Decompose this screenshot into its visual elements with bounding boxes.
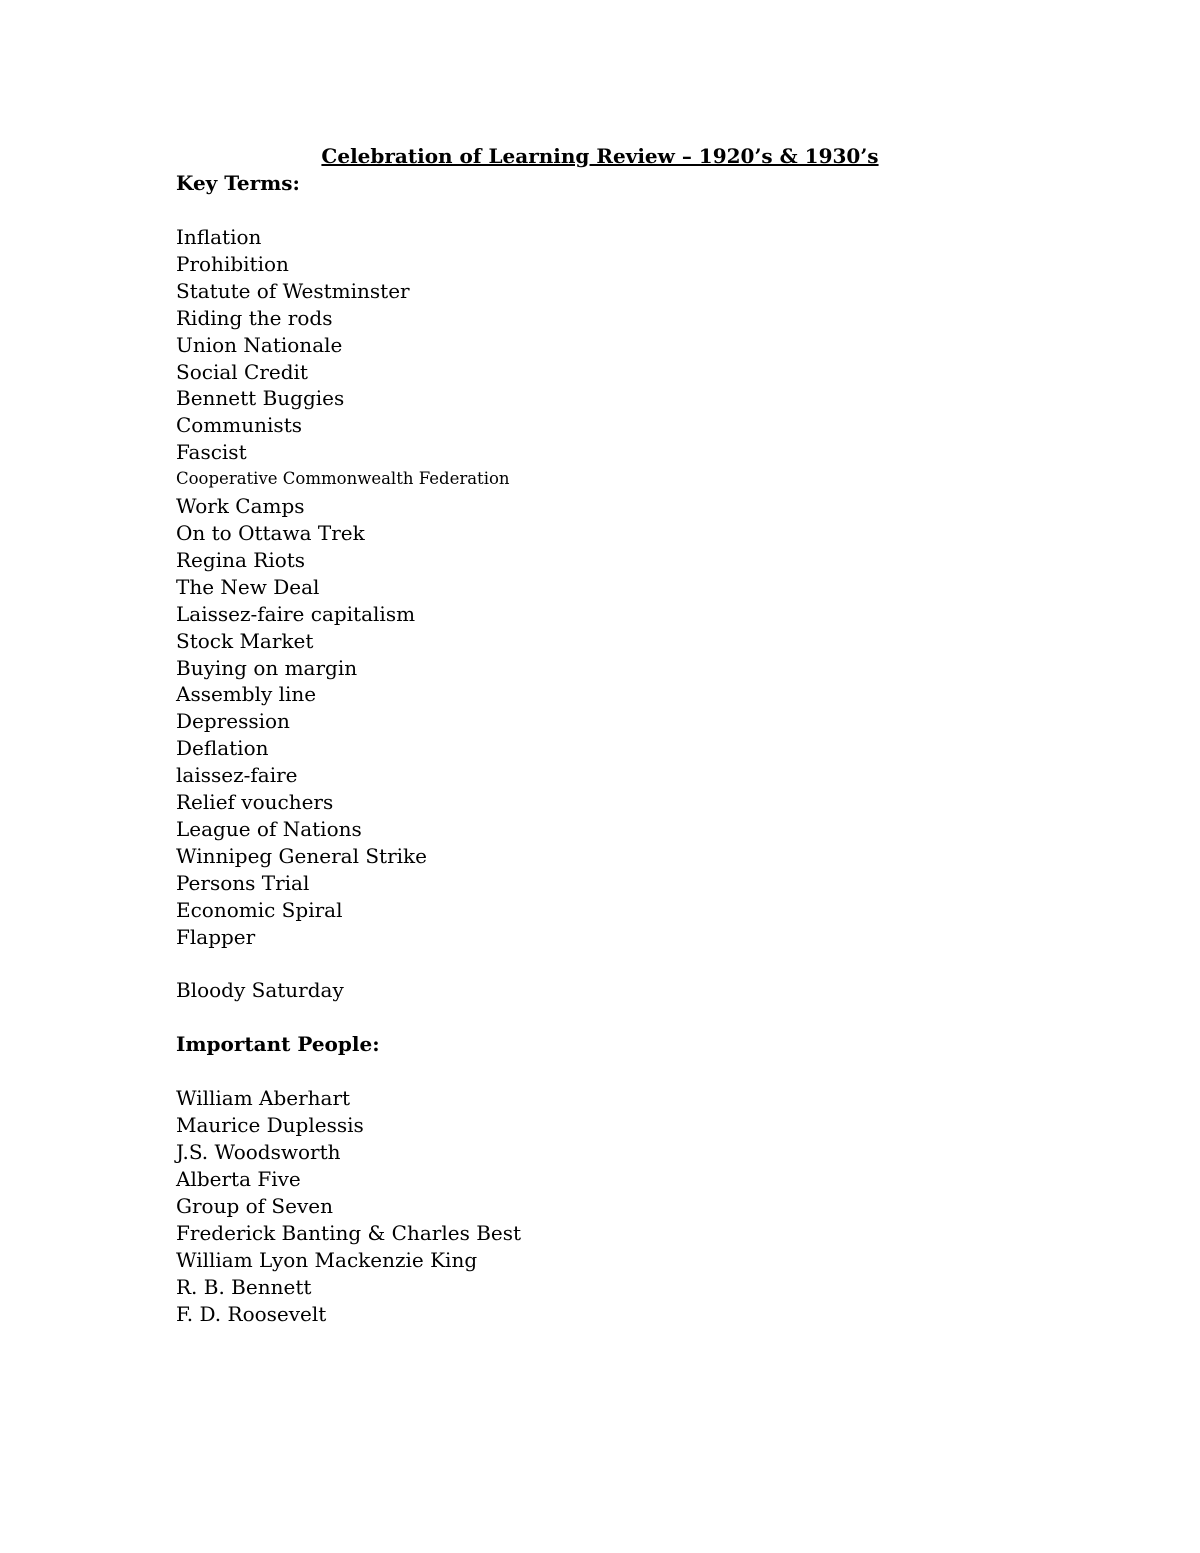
list-item: laissez-faire — [176, 763, 298, 788]
list-item: Statute of Westminster — [176, 278, 410, 303]
list-item: Group of Seven — [176, 1194, 333, 1218]
list-item: Union Nationale — [176, 332, 343, 357]
list-item: Buying on margin — [176, 655, 358, 680]
list-item: Relief vouchers — [176, 790, 334, 815]
spacer — [176, 1004, 1076, 1031]
list-item: Alberta Five — [176, 1167, 301, 1192]
list-item: Deflation — [176, 736, 269, 761]
list-item: R. B. Bennett — [176, 1274, 312, 1299]
list-item: Prohibition — [176, 251, 289, 276]
list-item: William Lyon Mackenzie King — [176, 1247, 478, 1272]
key-terms-extra-list — [176, 977, 1076, 1004]
list-item: Laissez-faire capitalism — [176, 601, 416, 626]
list-item: Social Credit — [176, 359, 308, 384]
document-body — [176, 170, 1076, 1328]
list-item: Riding the rods — [176, 305, 333, 330]
list-item: Depression — [176, 709, 290, 734]
list-item: Frederick Banting & Charles Best — [176, 1220, 522, 1245]
list-item: League of Nations — [176, 816, 362, 841]
list-item: Fascist — [176, 440, 247, 465]
list-item: Inflation — [176, 225, 262, 249]
list-item: The New Deal — [176, 574, 320, 599]
list-item: On to Ottawa Trek — [176, 520, 365, 545]
list-item: Maurice Duplessis — [176, 1113, 364, 1138]
list-item: Regina Riots — [176, 547, 306, 572]
list-item: Winnipeg General Strike — [176, 843, 427, 868]
list-item: Persons Trial — [176, 870, 310, 895]
spacer — [176, 950, 1076, 977]
list-item: J.S. Woodsworth — [176, 1140, 341, 1165]
key-terms-heading: Key Terms: — [176, 171, 300, 195]
list-item: Assembly line — [176, 682, 317, 707]
list-item: Bloody Saturday — [176, 978, 344, 1003]
list-item: F. D. Roosevelt — [176, 1301, 327, 1326]
document-title: Celebration of Learning Review – 1920’s & 1930’s — [321, 144, 879, 168]
list-item: Stock Market — [176, 628, 314, 653]
list-item: Economic Spiral — [176, 897, 343, 922]
list-item: William Aberhart — [176, 1086, 351, 1111]
spacer — [176, 197, 1076, 224]
key-terms-list — [176, 224, 1076, 950]
important-people-list — [176, 1085, 1076, 1327]
list-item: Work Camps — [176, 494, 305, 519]
spacer — [176, 1058, 1076, 1085]
list-item: Communists — [176, 413, 302, 438]
list-item: Cooperative Commonwealth Federation — [176, 469, 510, 489]
list-item: Flapper — [176, 924, 256, 949]
list-item: Bennett Buggies — [176, 386, 345, 411]
important-people-heading: Important People: — [176, 1032, 380, 1057]
